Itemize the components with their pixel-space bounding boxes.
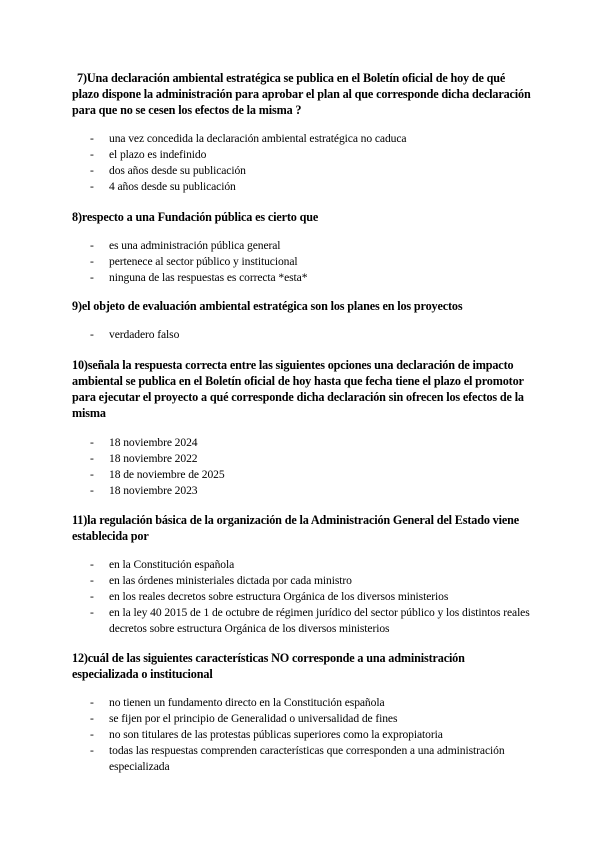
- answer-text: 4 años desde su publicación: [109, 180, 236, 193]
- answer-text: se fijen por el principio de Generalidad o universalidad de fines: [109, 712, 398, 725]
- question-10: [72, 357, 532, 499]
- bullet-dash: -: [90, 148, 94, 161]
- bullet-dash: -: [90, 436, 94, 449]
- answer-text: pertenece al sector público y institucional: [109, 255, 298, 268]
- answer-text: verdadero falso: [109, 328, 180, 341]
- answer-option: [72, 238, 532, 254]
- answer-text: el plazo es indefinido: [109, 148, 207, 161]
- bullet-dash: -: [90, 328, 94, 341]
- answer-list: [72, 435, 532, 499]
- answer-option: [72, 327, 532, 343]
- bullet-dash: -: [90, 590, 94, 603]
- answer-option: [72, 573, 532, 589]
- answer-option: [72, 270, 532, 286]
- answer-text: es una administración pública general: [109, 239, 281, 252]
- answer-option: [72, 179, 532, 195]
- bullet-dash: -: [90, 164, 94, 177]
- answer-option: [72, 451, 532, 467]
- answer-option: [72, 711, 532, 727]
- bullet-dash: -: [90, 239, 94, 252]
- answer-option: [72, 131, 532, 147]
- bullet-dash: -: [90, 712, 94, 725]
- bullet-dash: -: [90, 744, 94, 757]
- question-8: [72, 209, 532, 286]
- answer-list: [72, 327, 532, 343]
- answer-list: [72, 238, 532, 286]
- answer-option: [72, 254, 532, 270]
- bullet-dash: -: [90, 132, 94, 145]
- question-11: [72, 512, 532, 637]
- bullet-dash: -: [90, 558, 94, 571]
- answer-option: [72, 695, 532, 711]
- answer-text: ninguna de las respuestas es correcta *esta*: [109, 271, 308, 284]
- answer-option: [72, 727, 532, 743]
- answer-option: [72, 467, 532, 483]
- answer-option: [72, 163, 532, 179]
- bullet-dash: -: [90, 271, 94, 284]
- answer-option: [72, 743, 532, 775]
- question-text: 11)la regulación básica de la organización de la Administración General del Estado viene establecida por: [72, 513, 519, 543]
- answer-text: 18 noviembre 2023: [109, 484, 198, 497]
- answer-text: 18 noviembre 2024: [109, 436, 198, 449]
- document-content: [72, 70, 532, 775]
- answer-text: 18 de noviembre de 2025: [109, 468, 225, 481]
- answer-text: no son titulares de las protestas públicas superiores como la expropiatoria: [109, 728, 443, 741]
- answer-option: [72, 605, 532, 637]
- answer-option: [72, 589, 532, 605]
- answer-list: [72, 695, 532, 775]
- answer-text: en las órdenes ministeriales dictada por cada ministro: [109, 574, 352, 587]
- bullet-dash: -: [90, 255, 94, 268]
- answer-text: no tienen un fundamento directo en la Constitución española: [109, 696, 385, 709]
- bullet-dash: -: [90, 452, 94, 465]
- answer-text: 18 noviembre 2022: [109, 452, 198, 465]
- answer-option: [72, 147, 532, 163]
- answer-list: [72, 557, 532, 637]
- question-text: 8)respecto a una Fundación pública es cierto que: [72, 210, 319, 224]
- question-text: 7)Una declaración ambiental estratégica se publica en el Boletín oficial de hoy de qué plazo dispone la administración para aprobar el plan al que corresponde dicha declaración para que no se cesen los efectos de la misma ?: [72, 71, 531, 117]
- answer-text: en los reales decretos sobre estructura Orgánica de los diversos ministerios: [109, 590, 449, 603]
- question-text: 10)señala la respuesta correcta entre las siguientes opciones una declaración de impacto ambiental se publica en el Boletín oficial de hoy hasta que fecha tiene el plazo el promotor para ejecutar el proyecto a qué corresponde dicha declaración sin ofrecen los efectos de la misma: [72, 358, 524, 420]
- bullet-dash: -: [90, 468, 94, 481]
- answer-text: en la Constitución española: [109, 558, 235, 571]
- question-text: 9)el objeto de evaluación ambiental estratégica son los planes en los proyectos: [72, 299, 463, 313]
- answer-text: una vez concedida la declaración ambiental estratégica no caduca: [109, 132, 407, 145]
- question-12: [72, 650, 532, 775]
- question-7: [72, 70, 532, 195]
- bullet-dash: -: [90, 574, 94, 587]
- answer-option: [72, 483, 532, 499]
- bullet-dash: -: [90, 606, 94, 619]
- answer-text: dos años desde su publicación: [109, 164, 246, 177]
- answer-list: [72, 131, 532, 195]
- bullet-dash: -: [90, 484, 94, 497]
- answer-option: [72, 435, 532, 451]
- answer-text: en la ley 40 2015 de 1 de octubre de régimen jurídico del sector público y los distintos reales decretos sobre estructura Orgánica de los diversos ministerios: [109, 606, 530, 635]
- bullet-dash: -: [90, 696, 94, 709]
- question-text: 12)cuál de las siguientes características NO corresponde a una administración especializada o institucional: [72, 651, 465, 681]
- bullet-dash: -: [90, 728, 94, 741]
- answer-text: todas las respuestas comprenden características que corresponden a una administración especializada: [109, 744, 505, 773]
- answer-option: [72, 557, 532, 573]
- bullet-dash: -: [90, 180, 94, 193]
- question-9: [72, 298, 532, 343]
